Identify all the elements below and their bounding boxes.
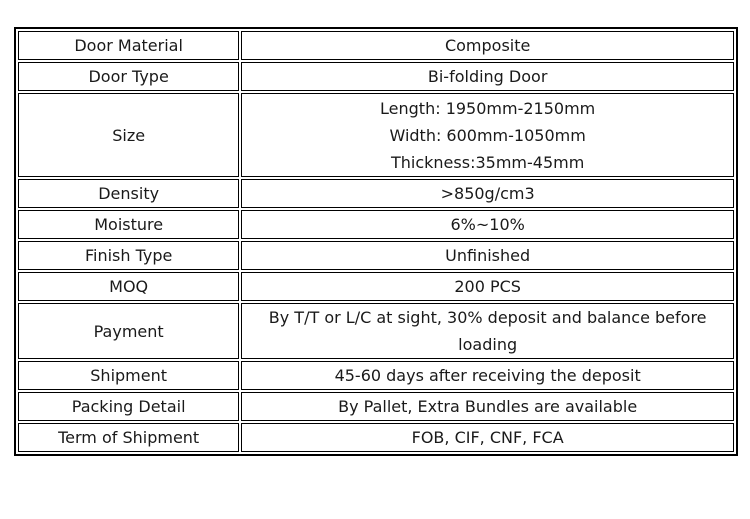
- spec-label-door-type: Door Type: [18, 62, 239, 91]
- size-length-line: Length: 1950mm-2150mm: [380, 98, 596, 118]
- table-row-door-type: [18, 62, 734, 91]
- spec-value-size: [241, 93, 734, 177]
- spec-value-door-material: Composite: [241, 31, 734, 60]
- spec-value-term-of-shipment: FOB, CIF, CNF, FCA: [241, 423, 734, 452]
- table-row-payment: [18, 303, 734, 359]
- table-row-door-material: [18, 31, 734, 60]
- spec-value-payment: By T/T or L/C at sight, 30% deposit and balance before loading: [241, 303, 734, 359]
- spec-label-door-material: Door Material: [18, 31, 239, 60]
- spec-value-finish-type: Unfinished: [241, 241, 734, 270]
- table-row-shipment: [18, 361, 734, 390]
- spec-value-door-type: Bi-folding Door: [241, 62, 734, 91]
- spec-value-packing-detail: By Pallet, Extra Bundles are available: [241, 392, 734, 421]
- product-spec-table: [14, 27, 738, 456]
- spec-label-size: Size: [18, 93, 239, 177]
- spec-label-finish-type: Finish Type: [18, 241, 239, 270]
- spec-label-term-of-shipment: Term of Shipment: [18, 423, 239, 452]
- spec-label-packing-detail: Packing Detail: [18, 392, 239, 421]
- size-thickness-line: Thickness:35mm-45mm: [390, 152, 585, 172]
- spec-label-moisture: Moisture: [18, 210, 239, 239]
- spec-value-moisture: 6%~10%: [241, 210, 734, 239]
- spec-label-density: Density: [18, 179, 239, 208]
- table-row-moisture: [18, 210, 734, 239]
- table-row-finish-type: [18, 241, 734, 270]
- spec-label-payment: Payment: [18, 303, 239, 359]
- spec-label-shipment: Shipment: [18, 361, 239, 390]
- spec-value-shipment: 45-60 days after receiving the deposit: [241, 361, 734, 390]
- table-row-size: [18, 93, 734, 177]
- table-row-density: [18, 179, 734, 208]
- size-width-line: Width: 600mm-1050mm: [389, 125, 586, 145]
- table-row-moq: [18, 272, 734, 301]
- table-row-term-of-shipment: [18, 423, 734, 452]
- table-row-packing-detail: [18, 392, 734, 421]
- spec-value-moq: 200 PCS: [241, 272, 734, 301]
- spec-value-density: >850g/cm3: [241, 179, 734, 208]
- spec-label-moq: MOQ: [18, 272, 239, 301]
